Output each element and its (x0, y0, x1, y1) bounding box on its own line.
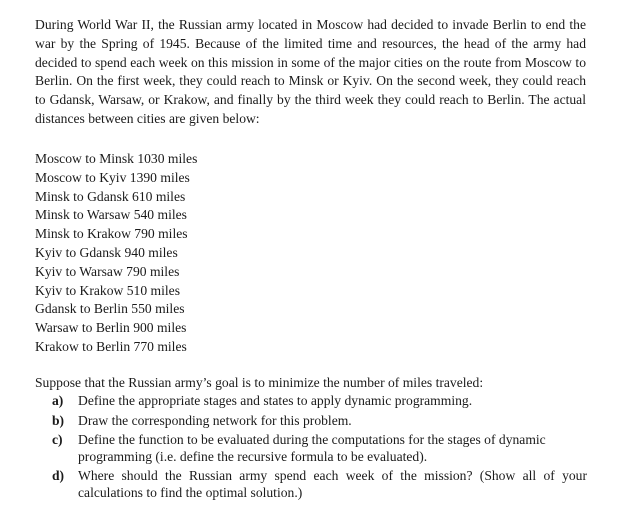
intro-paragraph: During World War II, the Russian army located in Moscow had decided to invade Berlin to end the war by the Spring of 1945. Because of the limited time and resources, the head of the army had decided to spend each week on this mission in some of the major cities on the route from Moscow to Berlin. On the first week, they could reach to Minsk or Kyiv. On the second week, they could reach to Gdansk, Warsaw, or Krakow, and finally by the third week they could reach to Berlin. The actual distances between cities are given below: (35, 17, 586, 126)
distance-item: Gdansk to Berlin 550 miles (35, 301, 185, 317)
question-statement: Suppose that the Russian army’s goal is to minimize the number of miles traveled: (35, 375, 484, 390)
part-marker: a) (52, 393, 64, 408)
distance-item: Kyiv to Gdansk 940 miles (35, 244, 178, 260)
part-text: Where should the Russian army spend each week of the mission? (Show all of your calculations to find the optimal solution.) (78, 468, 587, 500)
part-marker: c) (52, 432, 63, 447)
question-part-c (52, 432, 587, 465)
question-parts-list (52, 393, 587, 504)
question-part-d (52, 468, 587, 501)
distance-item: Moscow to Minsk 1030 miles (35, 151, 198, 166)
distance-list (35, 150, 197, 357)
distance-item: Warsaw to Berlin 900 miles (35, 320, 187, 336)
distance-item: Krakow to Berlin 770 miles (35, 338, 187, 354)
part-text: Define the function to be evaluated during the computations for the stages of dynamic programming (i.e. define the recursive formula to be evaluated). (78, 432, 546, 464)
question-part-a (52, 393, 587, 410)
part-text: Draw the corresponding network for this problem. (78, 412, 352, 428)
part-marker: d) (52, 468, 65, 483)
distance-item: Moscow to Kyiv 1390 miles (35, 169, 190, 185)
distance-item: Minsk to Krakow 790 miles (35, 226, 188, 242)
part-text: Define the appropriate stages and states to apply dynamic programming. (78, 393, 473, 408)
distance-item: Kyiv to Krakow 510 miles (35, 282, 180, 298)
distance-item: Kyiv to Warsaw 790 miles (35, 263, 180, 279)
question-part-b (52, 413, 587, 430)
distance-item: Minsk to Gdansk 610 miles (35, 188, 186, 204)
part-marker: b) (52, 412, 65, 428)
distance-item: Minsk to Warsaw 540 miles (35, 207, 187, 223)
